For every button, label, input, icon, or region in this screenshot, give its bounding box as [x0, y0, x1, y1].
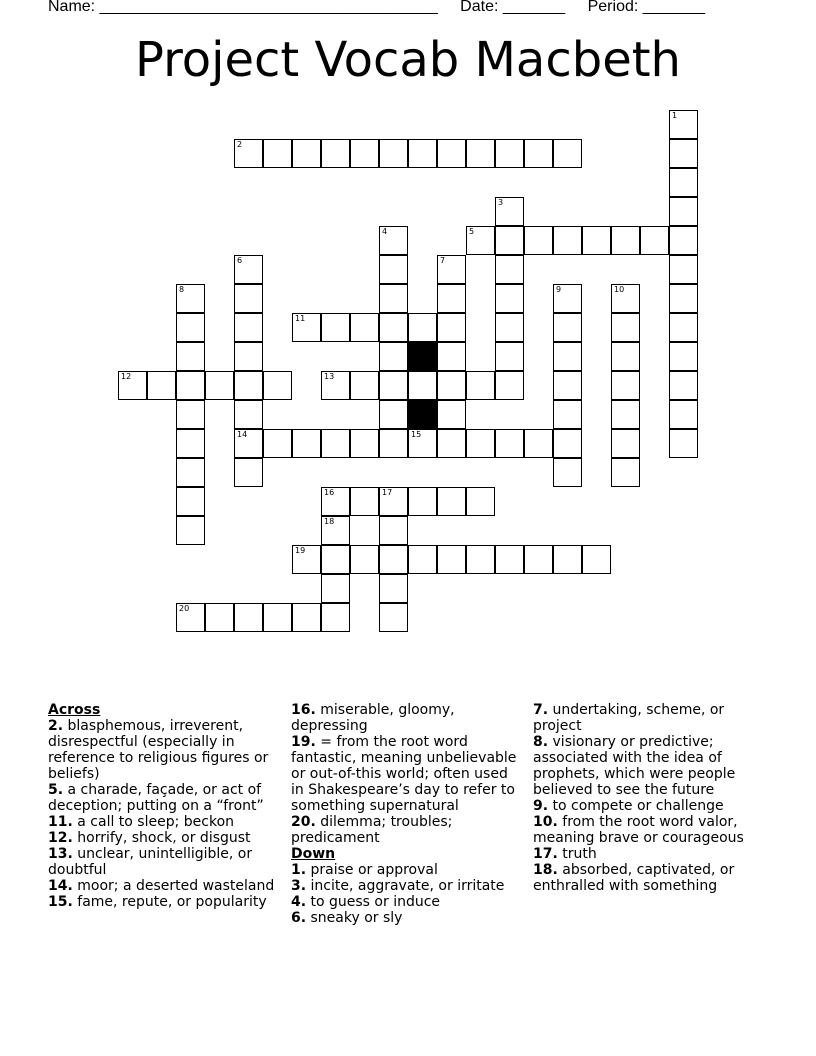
clues-column-3	[533, 702, 773, 894]
crossword-cell[interactable]	[437, 400, 466, 429]
crossword-cell[interactable]	[292, 139, 321, 168]
crossword-cell[interactable]	[292, 313, 321, 342]
clue-number: 13	[324, 372, 335, 381]
crossword-cell[interactable]	[466, 545, 495, 574]
crossword-cell[interactable]	[234, 255, 263, 284]
crossword-cell[interactable]	[437, 545, 466, 574]
clue-number: 9	[556, 285, 562, 294]
crossword-cell[interactable]	[234, 371, 263, 400]
crossword-cell[interactable]	[611, 371, 640, 400]
crossword-cell[interactable]	[466, 487, 495, 516]
crossword-cell[interactable]	[553, 400, 582, 429]
crossword-cell[interactable]	[669, 226, 698, 255]
crossword-cell[interactable]	[176, 313, 205, 342]
clue-across: 16. miserable, gloomy, depressing	[291, 702, 455, 734]
clue-across: 11. a call to sleep; beckon	[48, 814, 235, 830]
crossword-cell[interactable]	[321, 429, 350, 458]
crossword-cell[interactable]	[495, 226, 524, 255]
crossword-cell[interactable]	[611, 429, 640, 458]
clue-down: 6. sneaky or sly	[291, 910, 403, 926]
crossword-cell[interactable]	[321, 545, 350, 574]
clue-number: 1	[672, 111, 678, 120]
crossword-cell[interactable]	[350, 545, 379, 574]
crossword-cell[interactable]	[234, 284, 263, 313]
crossword-cell[interactable]	[495, 342, 524, 371]
crossword-cell[interactable]	[495, 313, 524, 342]
across-heading: Across	[48, 702, 101, 718]
crossword-cell[interactable]	[321, 313, 350, 342]
name-field-label: Name: ______________________________________	[48, 0, 438, 15]
crossword-cell[interactable]	[321, 574, 350, 603]
crossword-cell[interactable]	[669, 284, 698, 313]
crossword-cell[interactable]	[408, 487, 437, 516]
crossword-cell[interactable]	[437, 487, 466, 516]
clue-number: 2	[237, 140, 243, 149]
clue-number: 7	[440, 256, 446, 265]
crossword-cell[interactable]	[176, 429, 205, 458]
clue-number: 19	[295, 546, 306, 555]
clue-across: 12. horrify, shock, or disgust	[48, 830, 251, 846]
crossword-cell[interactable]	[669, 110, 698, 139]
crossword-cell[interactable]	[176, 342, 205, 371]
clue-number: 15	[411, 430, 422, 439]
crossword-cell[interactable]	[553, 371, 582, 400]
crossword-cell[interactable]	[263, 371, 292, 400]
crossword-cell[interactable]	[437, 429, 466, 458]
clue-down: 7. undertaking, scheme, or project	[533, 702, 725, 734]
crossword-cell[interactable]	[466, 226, 495, 255]
crossword-cell[interactable]	[205, 371, 234, 400]
crossword-cell[interactable]	[379, 516, 408, 545]
clue-number: 6	[237, 256, 243, 265]
crossword-cell[interactable]	[669, 139, 698, 168]
crossword-cell[interactable]	[379, 313, 408, 342]
crossword-cell[interactable]	[408, 139, 437, 168]
crossword-cell[interactable]	[350, 139, 379, 168]
crossword-cell[interactable]	[669, 168, 698, 197]
crossword-cell[interactable]	[321, 139, 350, 168]
crossword-cell[interactable]	[495, 139, 524, 168]
clues-column-1	[48, 702, 280, 910]
crossword-cell[interactable]	[524, 545, 553, 574]
crossword-cell[interactable]	[466, 371, 495, 400]
worksheet-header	[48, 0, 723, 16]
crossword-cell[interactable]	[669, 197, 698, 226]
crossword-cell[interactable]	[408, 429, 437, 458]
crossword-cell[interactable]	[350, 313, 379, 342]
clue-down: 1. praise or approval	[291, 862, 438, 878]
crossword-cell[interactable]	[234, 139, 263, 168]
clue-number: 5	[469, 227, 475, 236]
crossword-cell[interactable]	[350, 487, 379, 516]
crossword-cell[interactable]	[350, 371, 379, 400]
clue-number: 20	[179, 604, 190, 613]
crossword-cell[interactable]	[321, 603, 350, 632]
crossword-cell[interactable]	[234, 313, 263, 342]
clue-number: 18	[324, 517, 335, 526]
crossword-cell[interactable]	[176, 371, 205, 400]
crossword-cell[interactable]	[176, 516, 205, 545]
clues-column-2	[291, 702, 523, 926]
crossword-cell[interactable]	[553, 139, 582, 168]
crossword-cell[interactable]	[292, 429, 321, 458]
clue-down: 9. to compete or challenge	[533, 798, 724, 814]
crossword-cell[interactable]	[176, 487, 205, 516]
crossword-cell[interactable]	[524, 226, 553, 255]
crossword-cell[interactable]	[379, 429, 408, 458]
clue-down: 4. to guess or induce	[291, 894, 441, 910]
crossword-cell[interactable]	[553, 429, 582, 458]
crossword-cell[interactable]	[669, 400, 698, 429]
clue-down: 3. incite, aggravate, or irritate	[291, 878, 505, 894]
crossword-cell[interactable]	[176, 400, 205, 429]
crossword-cell[interactable]	[379, 371, 408, 400]
crossword-cell[interactable]	[118, 371, 147, 400]
clue-number: 11	[295, 314, 306, 323]
crossword-cell[interactable]	[234, 458, 263, 487]
crossword-cell[interactable]	[553, 342, 582, 371]
clue-number: 4	[382, 227, 388, 236]
crossword-cell[interactable]	[321, 487, 350, 516]
crossword-cell[interactable]	[669, 371, 698, 400]
crossword-cell[interactable]	[379, 400, 408, 429]
crossword-cell[interactable]	[553, 284, 582, 313]
clue-down: 18. absorbed, captivated, or enthralled with something	[533, 862, 735, 894]
crossword-block	[408, 342, 437, 371]
crossword-cell[interactable]	[437, 371, 466, 400]
crossword-cell[interactable]	[553, 545, 582, 574]
crossword-cell[interactable]	[379, 574, 408, 603]
crossword-cell[interactable]	[495, 284, 524, 313]
crossword-cell[interactable]	[582, 226, 611, 255]
crossword-cell[interactable]	[524, 429, 553, 458]
clue-across: 20. dilemma; troubles; predicament	[291, 814, 453, 846]
crossword-cell[interactable]	[379, 255, 408, 284]
crossword-cell[interactable]	[640, 226, 669, 255]
crossword-cell[interactable]	[263, 603, 292, 632]
clue-down: 8. visionary or predictive; associated with the idea of prophets, which were people believed to see the future	[533, 734, 736, 798]
crossword-cell[interactable]	[495, 429, 524, 458]
crossword-cell[interactable]	[495, 255, 524, 284]
crossword-cell[interactable]	[495, 371, 524, 400]
crossword-cell[interactable]	[553, 226, 582, 255]
crossword-cell[interactable]	[408, 545, 437, 574]
clue-down: 17. truth	[533, 846, 597, 862]
crossword-cell[interactable]	[176, 458, 205, 487]
crossword-cell[interactable]	[437, 284, 466, 313]
crossword-cell[interactable]	[553, 458, 582, 487]
crossword-cell[interactable]	[263, 429, 292, 458]
crossword-cell[interactable]	[669, 429, 698, 458]
crossword-cell[interactable]	[611, 458, 640, 487]
crossword-cell[interactable]	[321, 371, 350, 400]
crossword-cell[interactable]	[379, 603, 408, 632]
crossword-cell[interactable]	[524, 139, 553, 168]
clue-across: 15. fame, repute, or popularity	[48, 894, 267, 910]
crossword-cell[interactable]	[234, 342, 263, 371]
crossword-cell[interactable]	[176, 284, 205, 313]
crossword-cell[interactable]	[466, 429, 495, 458]
crossword-cell[interactable]	[437, 139, 466, 168]
crossword-cell[interactable]	[611, 342, 640, 371]
crossword-cell[interactable]	[350, 429, 379, 458]
clue-across: 5. a charade, façade, or act of deception; putting on a “front”	[48, 782, 264, 814]
crossword-cell[interactable]	[495, 545, 524, 574]
date-field-label: Date: _______	[460, 0, 566, 15]
crossword-cell[interactable]	[379, 139, 408, 168]
crossword-cell[interactable]	[669, 313, 698, 342]
crossword-cell[interactable]	[466, 139, 495, 168]
crossword-cell[interactable]	[408, 313, 437, 342]
crossword-cell[interactable]	[611, 226, 640, 255]
clue-across: 14. moor; a deserted wasteland	[48, 878, 275, 894]
crossword-cell[interactable]	[292, 603, 321, 632]
clue-number: 14	[237, 430, 248, 439]
crossword-cell[interactable]	[437, 255, 466, 284]
period-field-label: Period: _______	[587, 0, 706, 15]
crossword-cell[interactable]	[234, 429, 263, 458]
clue-across: 2. blasphemous, irreverent, disrespectful (especially in reference to religious figures or beliefs)	[48, 718, 269, 782]
crossword-cell[interactable]	[234, 400, 263, 429]
crossword-cell[interactable]	[379, 342, 408, 371]
clue-across: 13. unclear, unintelligible, or doubtful	[48, 846, 253, 878]
clue-number: 17	[382, 488, 393, 497]
page-title: Project Vocab Macbeth	[135, 32, 681, 88]
crossword-cell[interactable]	[379, 545, 408, 574]
crossword-cell[interactable]	[147, 371, 176, 400]
crossword-cell[interactable]	[379, 284, 408, 313]
crossword-cell[interactable]	[379, 487, 408, 516]
crossword-cell[interactable]	[611, 284, 640, 313]
clue-number: 3	[498, 198, 504, 207]
crossword-cell[interactable]	[205, 603, 234, 632]
crossword-cell[interactable]	[292, 545, 321, 574]
crossword-cell[interactable]	[408, 371, 437, 400]
crossword-cell[interactable]	[263, 139, 292, 168]
clue-number: 12	[121, 372, 132, 381]
crossword-cell[interactable]	[437, 342, 466, 371]
crossword-cell[interactable]	[582, 545, 611, 574]
crossword-cell[interactable]	[611, 313, 640, 342]
crossword-cell[interactable]	[669, 342, 698, 371]
down-heading: Down	[291, 846, 336, 862]
clue-number: 16	[324, 488, 335, 497]
crossword-cell[interactable]	[234, 603, 263, 632]
clue-across: 19. = from the root word fantastic, meaning unbelievable or out-of-this world; often used in Shakespeare’s day to refer to something supernatural	[291, 734, 517, 814]
crossword-cell[interactable]	[379, 226, 408, 255]
clue-down: 10. from the root word valor, meaning brave or courageous	[533, 814, 744, 846]
crossword-cell[interactable]	[495, 197, 524, 226]
crossword-cell[interactable]	[553, 313, 582, 342]
clue-number: 10	[614, 285, 625, 294]
crossword-cell[interactable]	[321, 516, 350, 545]
crossword-cell[interactable]	[176, 603, 205, 632]
crossword-block	[408, 400, 437, 429]
crossword-cell[interactable]	[611, 400, 640, 429]
crossword-cell[interactable]	[669, 255, 698, 284]
clue-number: 8	[179, 285, 185, 294]
crossword-cell[interactable]	[437, 313, 466, 342]
